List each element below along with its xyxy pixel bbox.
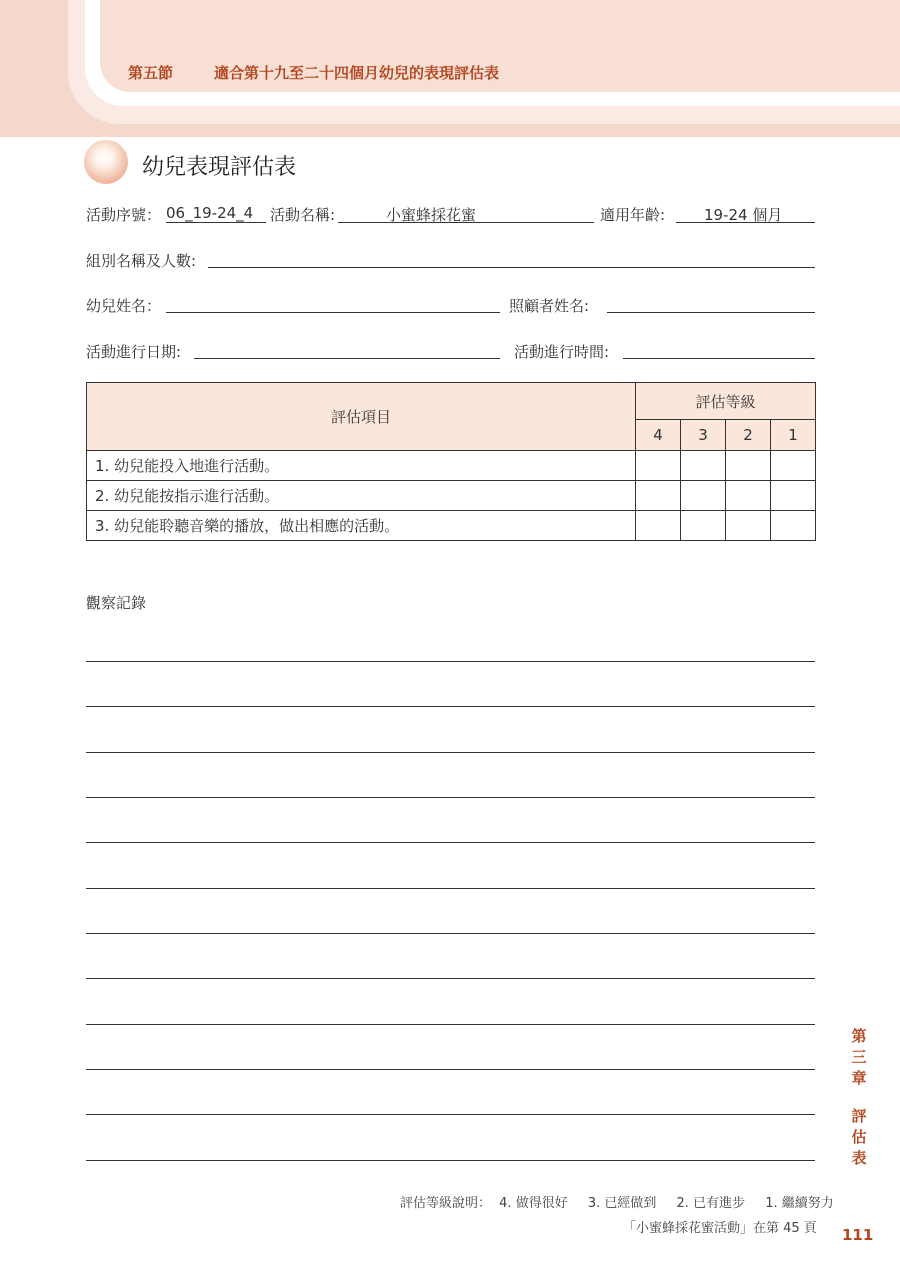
side-char: 評 (851, 1107, 867, 1125)
activity-no-underline (166, 222, 266, 223)
grade-3-header: 3 (681, 420, 726, 451)
side-char: 章 (851, 1069, 867, 1087)
notes-label: 觀察記錄 (86, 594, 147, 612)
time-label: 活動進行時間: (514, 343, 610, 361)
grade-cell[interactable] (636, 451, 681, 481)
note-line[interactable] (86, 1069, 815, 1070)
table-row (87, 481, 816, 511)
item-header: 評估項目 (87, 383, 636, 451)
grade-cell[interactable] (726, 451, 771, 481)
child-name-label: 幼兒姓名： (86, 297, 162, 315)
grade-cell[interactable] (636, 481, 681, 511)
caregiver-label: 照顧者姓名: (509, 297, 590, 315)
grade-cell[interactable] (681, 451, 726, 481)
grade-cell[interactable] (771, 451, 816, 481)
note-line[interactable] (86, 1024, 815, 1025)
note-line[interactable] (86, 752, 815, 753)
grade-cell[interactable] (771, 481, 816, 511)
activity-page-reference: 「小蜜蜂採花蜜活動」在第 45 頁 (623, 1221, 817, 1236)
row-item: 3. 幼兒能聆聽音樂的播放，做出相應的活動。 (87, 511, 636, 541)
date-field[interactable] (194, 358, 500, 359)
note-line[interactable] (86, 933, 815, 934)
grade-cell[interactable] (771, 511, 816, 541)
chapter-side-label (848, 1026, 870, 1169)
row-item: 2. 幼兒能按指示進行活動。 (87, 481, 636, 511)
date-label: 活動進行日期: (86, 343, 182, 361)
note-line[interactable] (86, 978, 815, 979)
grade-cell[interactable] (726, 481, 771, 511)
grade-cell[interactable] (681, 511, 726, 541)
grade-cell[interactable] (681, 481, 726, 511)
group-field[interactable] (208, 267, 815, 268)
side-char: 估 (851, 1128, 867, 1146)
legend-item: 2. 已有進步 (676, 1196, 746, 1211)
form-title: 幼兒表現評估表 (142, 155, 297, 180)
pearl-bullet-icon (84, 140, 128, 184)
note-line[interactable] (86, 842, 815, 843)
grade-legend (400, 1192, 838, 1211)
section-title: 適合第十九至二十四個月幼兒的表現評估表 (214, 64, 500, 82)
note-line[interactable] (86, 706, 815, 707)
table-row (87, 451, 816, 481)
legend-item: 3. 已經做到 (587, 1196, 657, 1211)
note-line[interactable] (86, 1114, 815, 1115)
activity-no-value[interactable]: 06_19-24_4 (166, 204, 254, 222)
note-line[interactable] (86, 888, 815, 889)
activity-no-label: 活動序號： (86, 206, 162, 224)
age-value[interactable]: 19-24 個月 (704, 206, 783, 224)
section-number: 第五節 (128, 64, 174, 82)
legend-item: 4. 做得很好 (499, 1196, 568, 1211)
note-line[interactable] (86, 797, 815, 798)
evaluation-table (86, 382, 816, 541)
table-row (87, 511, 816, 541)
grade-4-header: 4 (636, 420, 681, 451)
legend-label: 評估等級說明： (400, 1196, 492, 1211)
grade-cell[interactable] (726, 511, 771, 541)
grade-cell[interactable] (636, 511, 681, 541)
note-line[interactable] (86, 1160, 815, 1161)
activity-name-value[interactable]: 小蜜蜂採花蜜 (386, 206, 477, 224)
side-char: 表 (851, 1149, 867, 1167)
activity-name-label: 活動名稱: (270, 206, 336, 224)
time-field[interactable] (623, 358, 815, 359)
caregiver-field[interactable] (607, 312, 815, 313)
grade-header: 評估等級 (636, 383, 816, 420)
side-gap (848, 1089, 870, 1106)
age-label: 適用年齡: (600, 206, 666, 224)
grade-1-header: 1 (771, 420, 816, 451)
child-name-field[interactable] (166, 312, 500, 313)
legend-item: 1. 繼續努力 (765, 1196, 834, 1211)
grade-2-header: 2 (726, 420, 771, 451)
note-line[interactable] (86, 661, 815, 662)
side-char: 第 (851, 1027, 867, 1045)
row-item: 1. 幼兒能投入地進行活動。 (87, 451, 636, 481)
side-char: 三 (851, 1048, 867, 1066)
page-number: 111 (842, 1226, 874, 1244)
group-label: 組別名稱及人數: (86, 252, 197, 270)
